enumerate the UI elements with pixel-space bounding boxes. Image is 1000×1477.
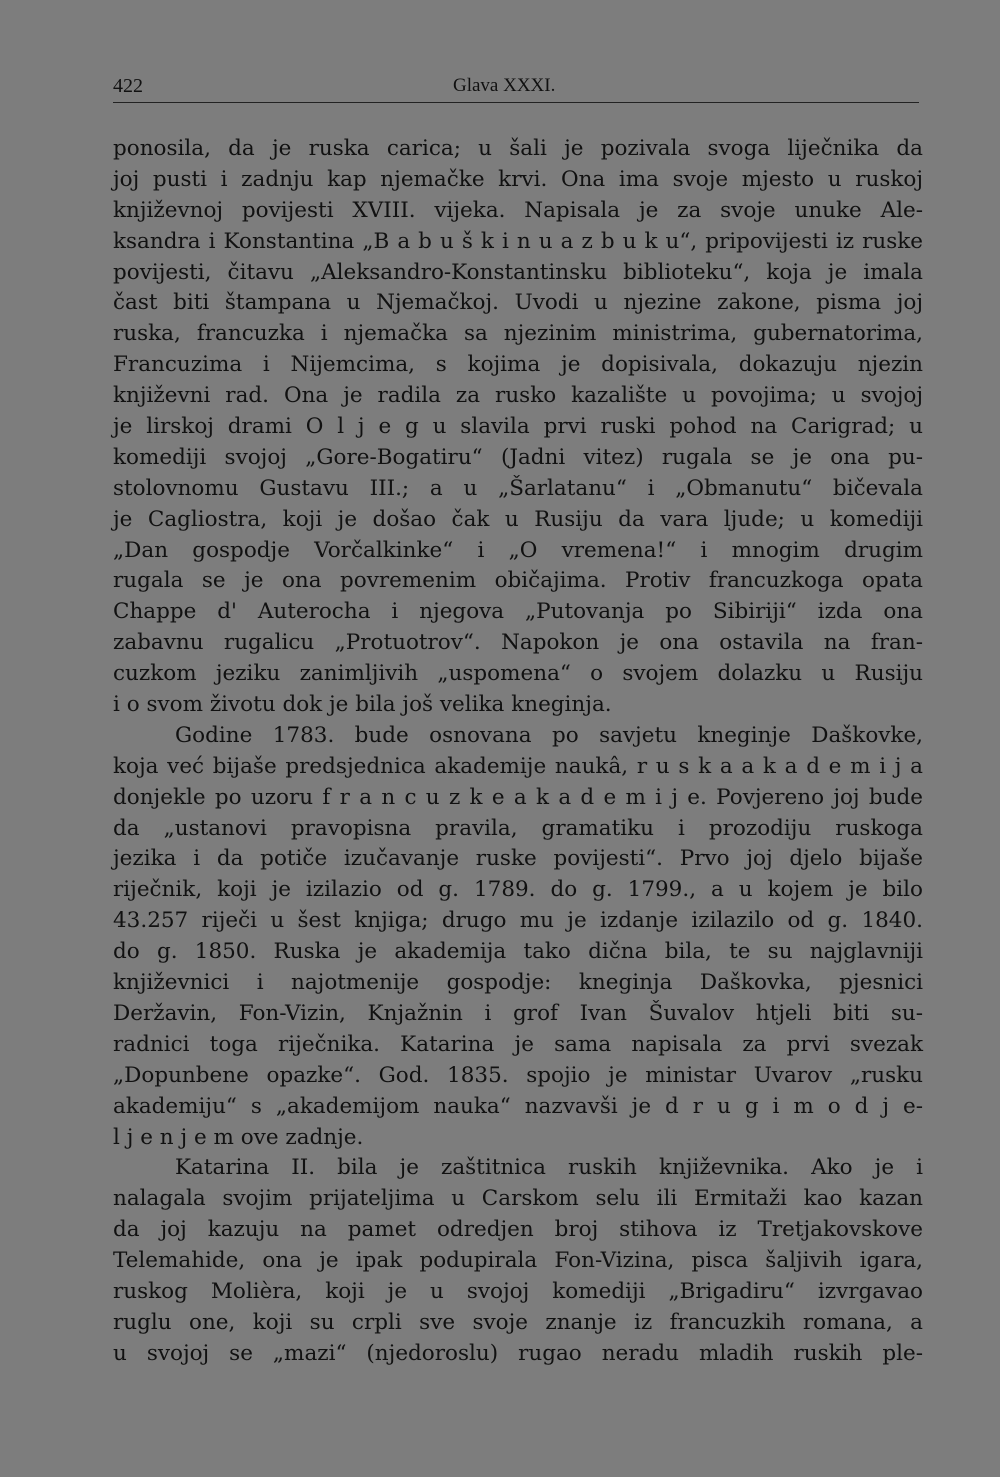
- text-line: ruglu one, koji su crpli sve svoje znanje iz francuzkih romana, a: [113, 1309, 923, 1335]
- text-line: stolovnomu Gustavu III.; a u „Šarlatanu“ i „Obmanutu“ bičevala: [113, 475, 923, 501]
- text-line: povijesti, čitavu „Aleksandro-Konstantinsku biblioteku“, koja je imala: [113, 259, 923, 285]
- text-line: „Dan gospodje Vorčalkinke“ i „O vremena!“ i mnogim drugim: [113, 537, 923, 563]
- text-line: nalagala svojim prijateljima u Carskom selu ili Ermitaži kao kazan: [113, 1186, 923, 1212]
- paragraph-first-line: Godine 1783. bude osnovana po savjetu kneginje Daškovke,: [175, 722, 923, 748]
- text-line: književni rad. Ona je radila za rusko kazalište u povojima; u svojoj: [113, 383, 923, 409]
- text-line: Telemahide, ona je ipak podupirala Fon-Vizina, pisca šaljivih igara,: [113, 1248, 923, 1274]
- text-line: Francuzima i Nijemcima, s kojima je dopisivala, dokazuju njezin: [113, 352, 923, 378]
- text-line: 43.257 riječi u šest knjiga; drugo mu je izdanje izilazilo od g. 1840.: [113, 908, 923, 934]
- page-header: [113, 72, 919, 102]
- text-line: da joj kazuju na pamet odredjen broj stihova iz Tretjakovskove: [113, 1217, 923, 1243]
- text-line: književnoj povijesti XVIII. vijeka. Napisala je za svoje unuke Ale-: [113, 197, 923, 223]
- text-line: zabavnu rugalicu „Protuotrov“. Napokon je ona ostavila na fran-: [113, 630, 923, 656]
- text-line: Deržavin, Fon-Vizin, Knjažnin i grof Ivan Šuvalov htjeli biti su-: [113, 1000, 923, 1026]
- text-line: koja već bijaše predsjednica akademije naukâ, r u s k a a k a d e m i j a: [113, 753, 923, 779]
- text-line: književnici i najotmenije gospodje: kneginja Daškovka, pjesnici: [113, 970, 923, 996]
- text-line: ponosila, da je ruska carica; u šali je pozivala svoga liječnika da: [113, 136, 923, 161]
- text-line: donjekle po uzoru f r a n c u z k e a k a d e m i j e. Povjereno joj bude: [113, 784, 923, 810]
- text-line: da „ustanovi pravopisna pravila, gramatiku i prozodiju ruskoga: [113, 815, 923, 841]
- text-line: rugala se je ona povremenim običajima. Protiv francuzkoga opata: [113, 568, 923, 594]
- text-line: u svojoj se „mazi“ (njedoroslu) rugao neradu mladih ruskih ple-: [113, 1340, 923, 1366]
- text-line: radnici toga riječnika. Katarina je sama napisala za prvi svezak: [113, 1031, 923, 1057]
- chapter-running-title: Glava XXXI.: [453, 75, 556, 96]
- text-line: ruskog Molièra, koji je u svojoj komediji „Brigadiru“ izvrgavao: [113, 1278, 923, 1304]
- text-line: l j e n j e m ove zadnje.: [113, 1124, 364, 1150]
- text-line: čast biti štampana u Njemačkoj. Uvodi u njezine zakone, pisma joj: [113, 290, 923, 316]
- header-rule: [113, 102, 919, 103]
- paragraph-first-line: Katarina II. bila je zaštitnica ruskih književnika. Ako je i: [175, 1155, 923, 1181]
- text-line: komediji svojoj „Gore-Bogatiru“ (Jadni vitez) rugala se je ona pu-: [113, 444, 923, 470]
- text-line: „Dopunbene opazke“. God. 1835. spojio je ministar Uvarov „rusku: [113, 1062, 923, 1088]
- text-line: je lirskoj drami O l j e g u slavila prvi ruski pohod na Carigrad; u: [113, 414, 923, 440]
- text-line: ksandra i Konstantina „B a b u š k i n u a z b u k u“, pripovijesti iz ruske: [113, 228, 923, 254]
- text-line: ruska, francuzka i njemačka sa njezinim ministrima, gubernatorima,: [113, 321, 923, 347]
- text-line: joj pusti i zadnju kap njemačke krvi. Ona ima svoje mjesto u ruskoj: [113, 166, 923, 192]
- page-number: 422: [113, 75, 143, 97]
- body-text: [113, 134, 923, 1370]
- text-line: i o svom životu dok je bila još velika kneginja.: [113, 692, 612, 718]
- text-line: akademiju“ s „akademijom nauka“ nazvavši je d r u g i m o d j e-: [113, 1093, 923, 1119]
- text-line: je Cagliostra, koji je došao čak u Rusiju da vara ljude; u komediji: [113, 506, 923, 532]
- text-line: do g. 1850. Ruska je akademija tako dična bila, te su najglavniji: [113, 939, 923, 965]
- text-line: Chappe d' Auterocha i njegova „Putovanja po Sibiriji“ izda ona: [113, 599, 923, 625]
- text-line: riječnik, koji je izilazio od g. 1789. do g. 1799., a u kojem je bilo: [113, 877, 923, 903]
- text-line: cuzkom jeziku zanimljivih „uspomena“ o svojem dolazku u Rusiju: [113, 661, 923, 687]
- text-line: jezika i da potiče izučavanje ruske povijesti“. Prvo joj djelo bijaše: [113, 846, 923, 872]
